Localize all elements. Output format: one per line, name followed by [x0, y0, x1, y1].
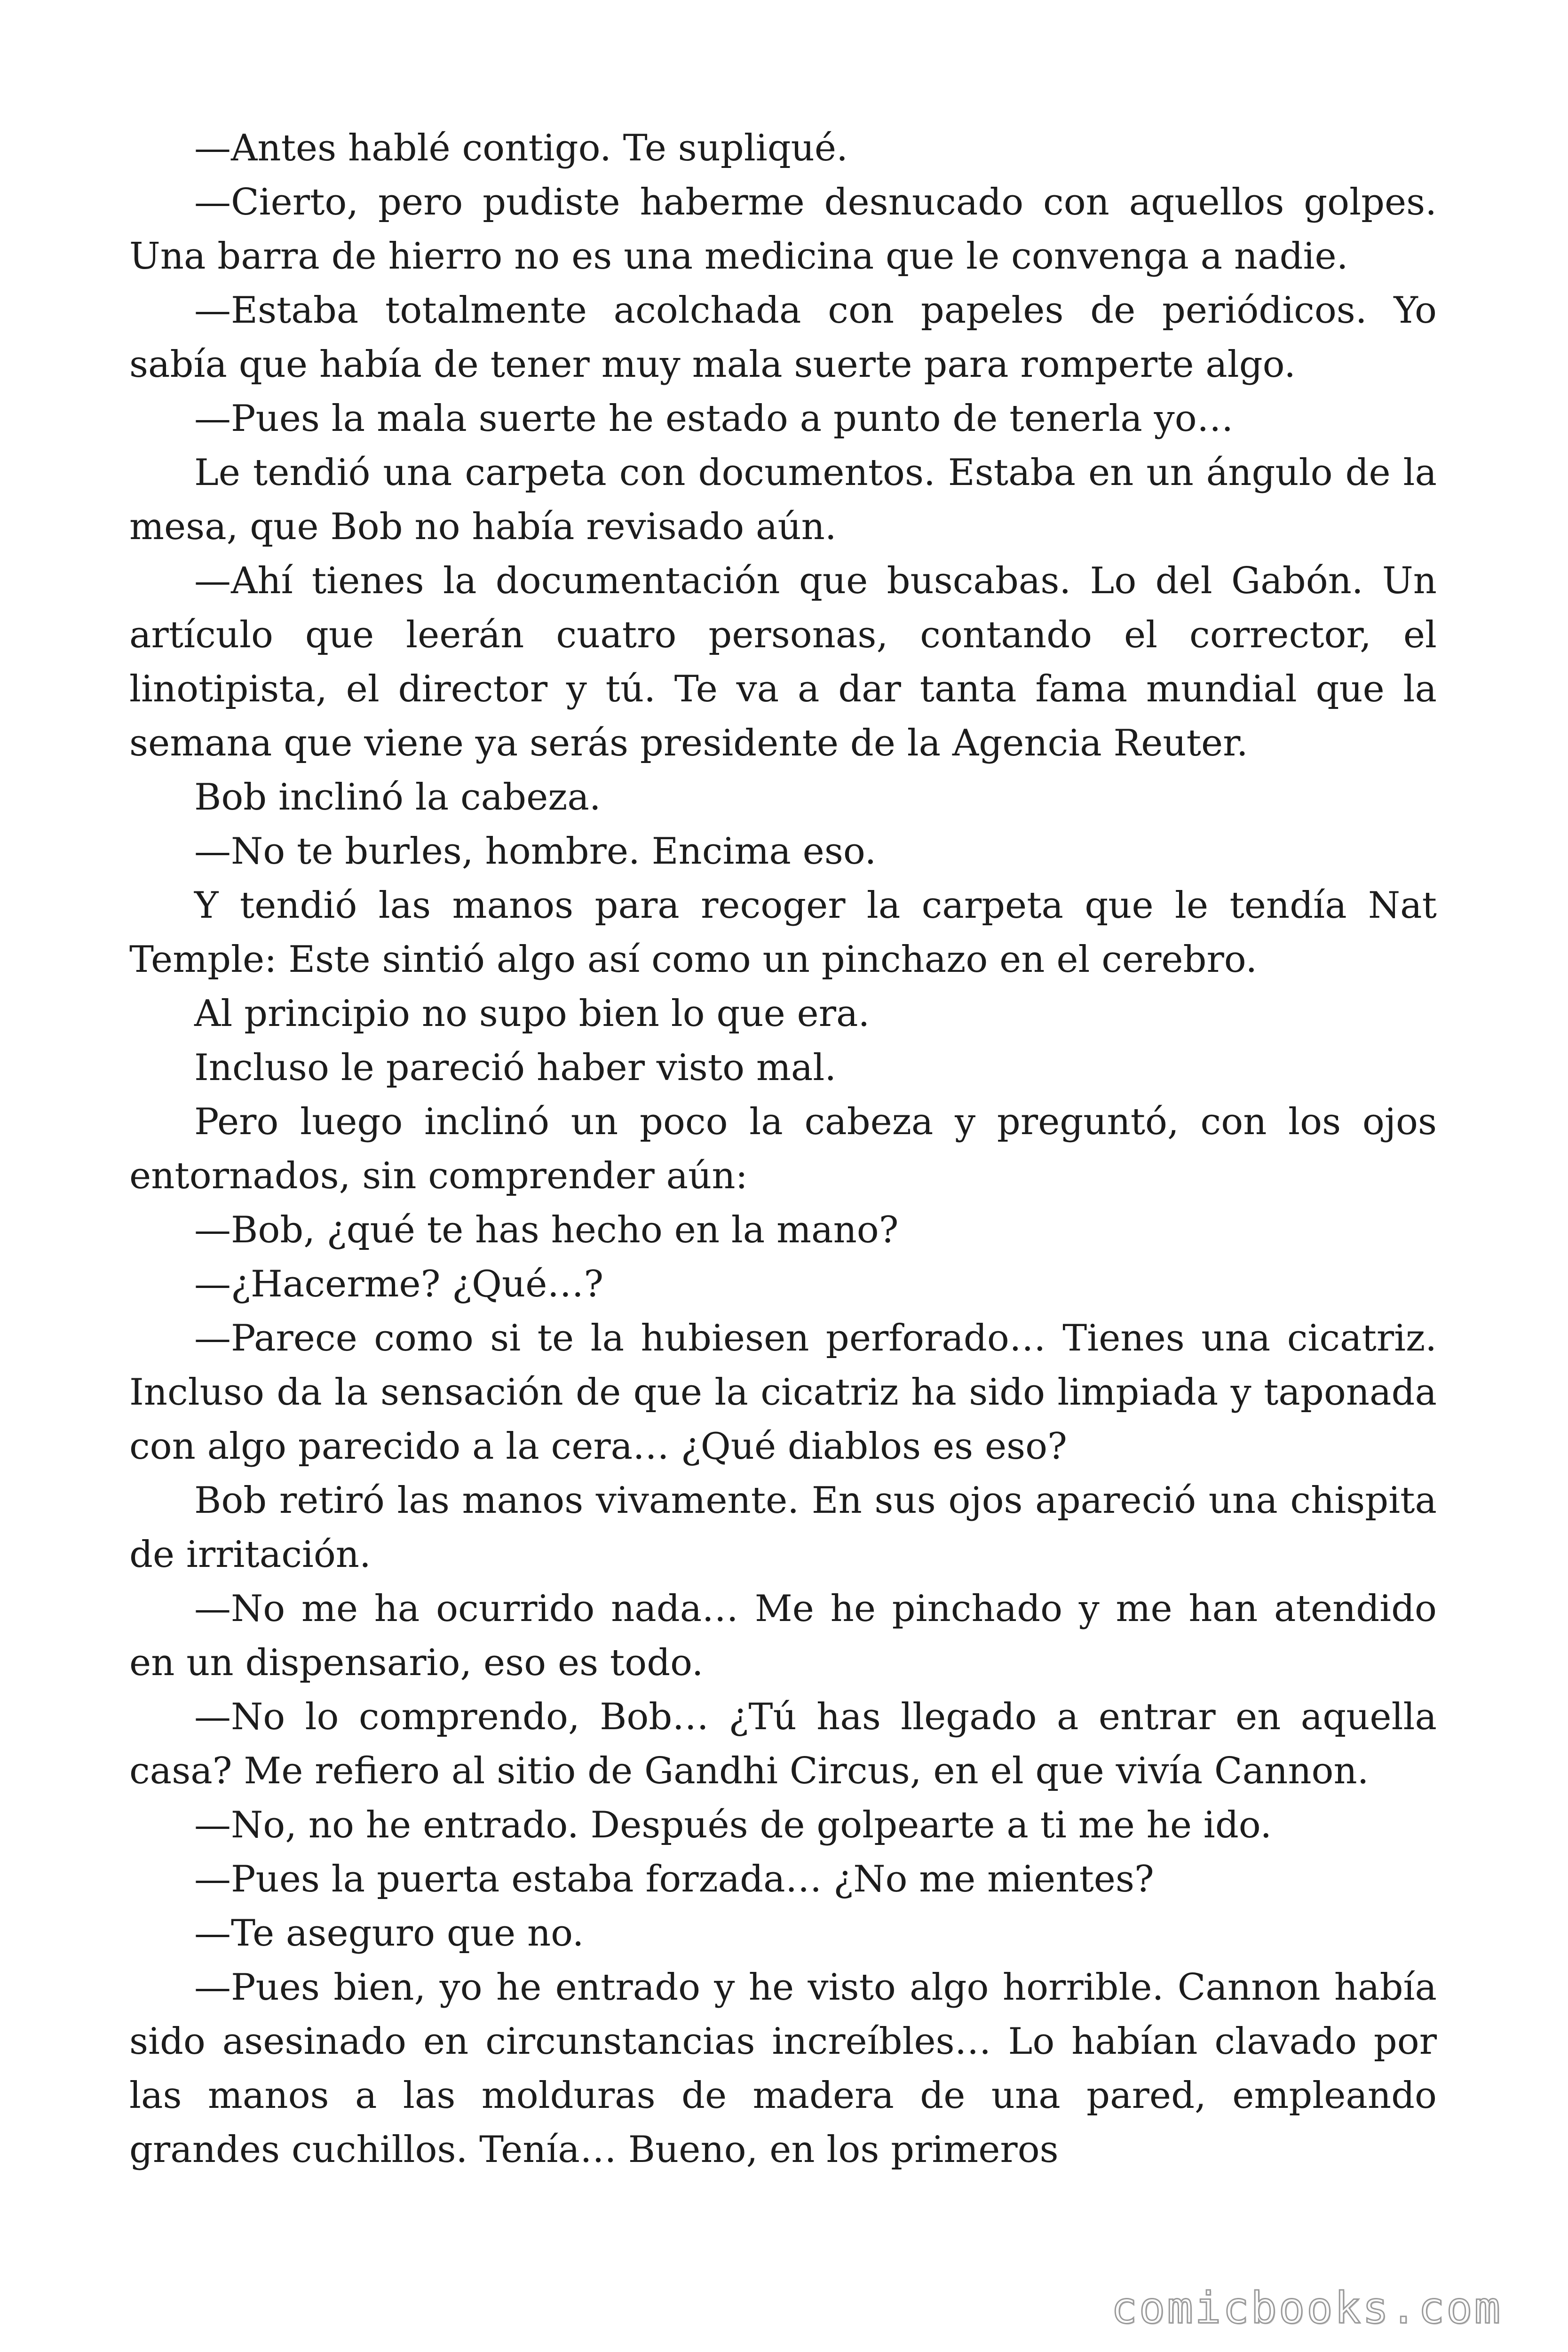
paragraph-14: —¿Hacerme? ¿Qué…? — [194, 1263, 604, 1305]
paragraph-18: —No lo comprendo, Bob… ¿Tú has llegado a entrar en aquella casa? Me refiero al sitio de Gandhi Circus, en el que vivía Cannon. — [129, 1696, 1437, 1792]
paragraph-7: Bob inclinó la cabeza. — [194, 776, 601, 818]
paragraph-15: —Parece como si te la hubiesen perforado… Tienes una cicatriz. Incluso da la sensación de que la cicatriz ha sido limpiada y taponada con algo parecido a la cera… ¿Qué diablos es eso? — [129, 1317, 1437, 1468]
paragraph-20: —Pues la puerta estaba forzada… ¿No me mientes? — [194, 1858, 1154, 1900]
paragraph-11: Incluso le pareció haber visto mal. — [194, 1047, 837, 1089]
paragraph-12: Pero luego inclinó un poco la cabeza y preguntó, con los ojos entornados, sin comprender aún: — [129, 1101, 1437, 1197]
paragraph-13: —Bob, ¿qué te has hecho en la mano? — [194, 1209, 899, 1251]
page-text — [129, 121, 1437, 2177]
paragraph-3: —Estaba totalmente acolchada con papeles de periódicos. Yo sabía que había de tener muy mala suerte para romperte algo. — [129, 289, 1437, 386]
paragraph-19: —No, no he entrado. Después de golpearte a ti me he ido. — [194, 1804, 1272, 1846]
paragraph-16: Bob retiró las manos vivamente. En sus ojos apareció una chispita de irritación. — [129, 1479, 1437, 1576]
paragraph-6: —Ahí tienes la documentación que buscabas. Lo del Gabón. Un artículo que leerán cuatro personas, contando el corrector, el linotipista, el director y tú. Te va a dar tanta fama mundial que la semana que viene ya serás presidente de la Agencia Reuter. — [129, 560, 1437, 764]
paragraph-2: —Cierto, pero pudiste haberme desnucado con aquellos golpes. Una barra de hierro no es una medicina que le convenga a nadie. — [129, 181, 1437, 278]
paragraph-21: —Te aseguro que no. — [194, 1912, 584, 1955]
paragraph-10: Al principio no supo bien lo que era. — [194, 993, 870, 1035]
paragraph-9: Y tendió las manos para recoger la carpeta que le tendía Nat Temple: Este sintió algo así como un pinchazo en el cerebro. — [129, 884, 1437, 981]
paragraph-22: —Pues bien, yo he entrado y he visto algo horrible. Cannon había sido asesinado en circunstancias increíbles… Lo habían clavado por las manos a las molduras de madera de una pared, empleando grandes cuchillos. Tenía… Bueno, en los primeros — [129, 1966, 1437, 2171]
paragraph-1: —Antes hablé contigo. Te supliqué. — [194, 127, 848, 169]
paragraph-8: —No te burles, hombre. Encima eso. — [194, 830, 877, 873]
paragraph-4: —Pues la mala suerte he estado a punto de tenerla yo… — [194, 397, 1234, 440]
paragraph-17: —No me ha ocurrido nada… Me he pinchado y me han atendido en un dispensario, eso es todo. — [129, 1588, 1437, 1684]
paragraph-5: Le tendió una carpeta con documentos. Estaba en un ángulo de la mesa, que Bob no había revisado aún. — [129, 452, 1437, 548]
site-watermark: comicbooks.com — [1111, 2283, 1502, 2333]
